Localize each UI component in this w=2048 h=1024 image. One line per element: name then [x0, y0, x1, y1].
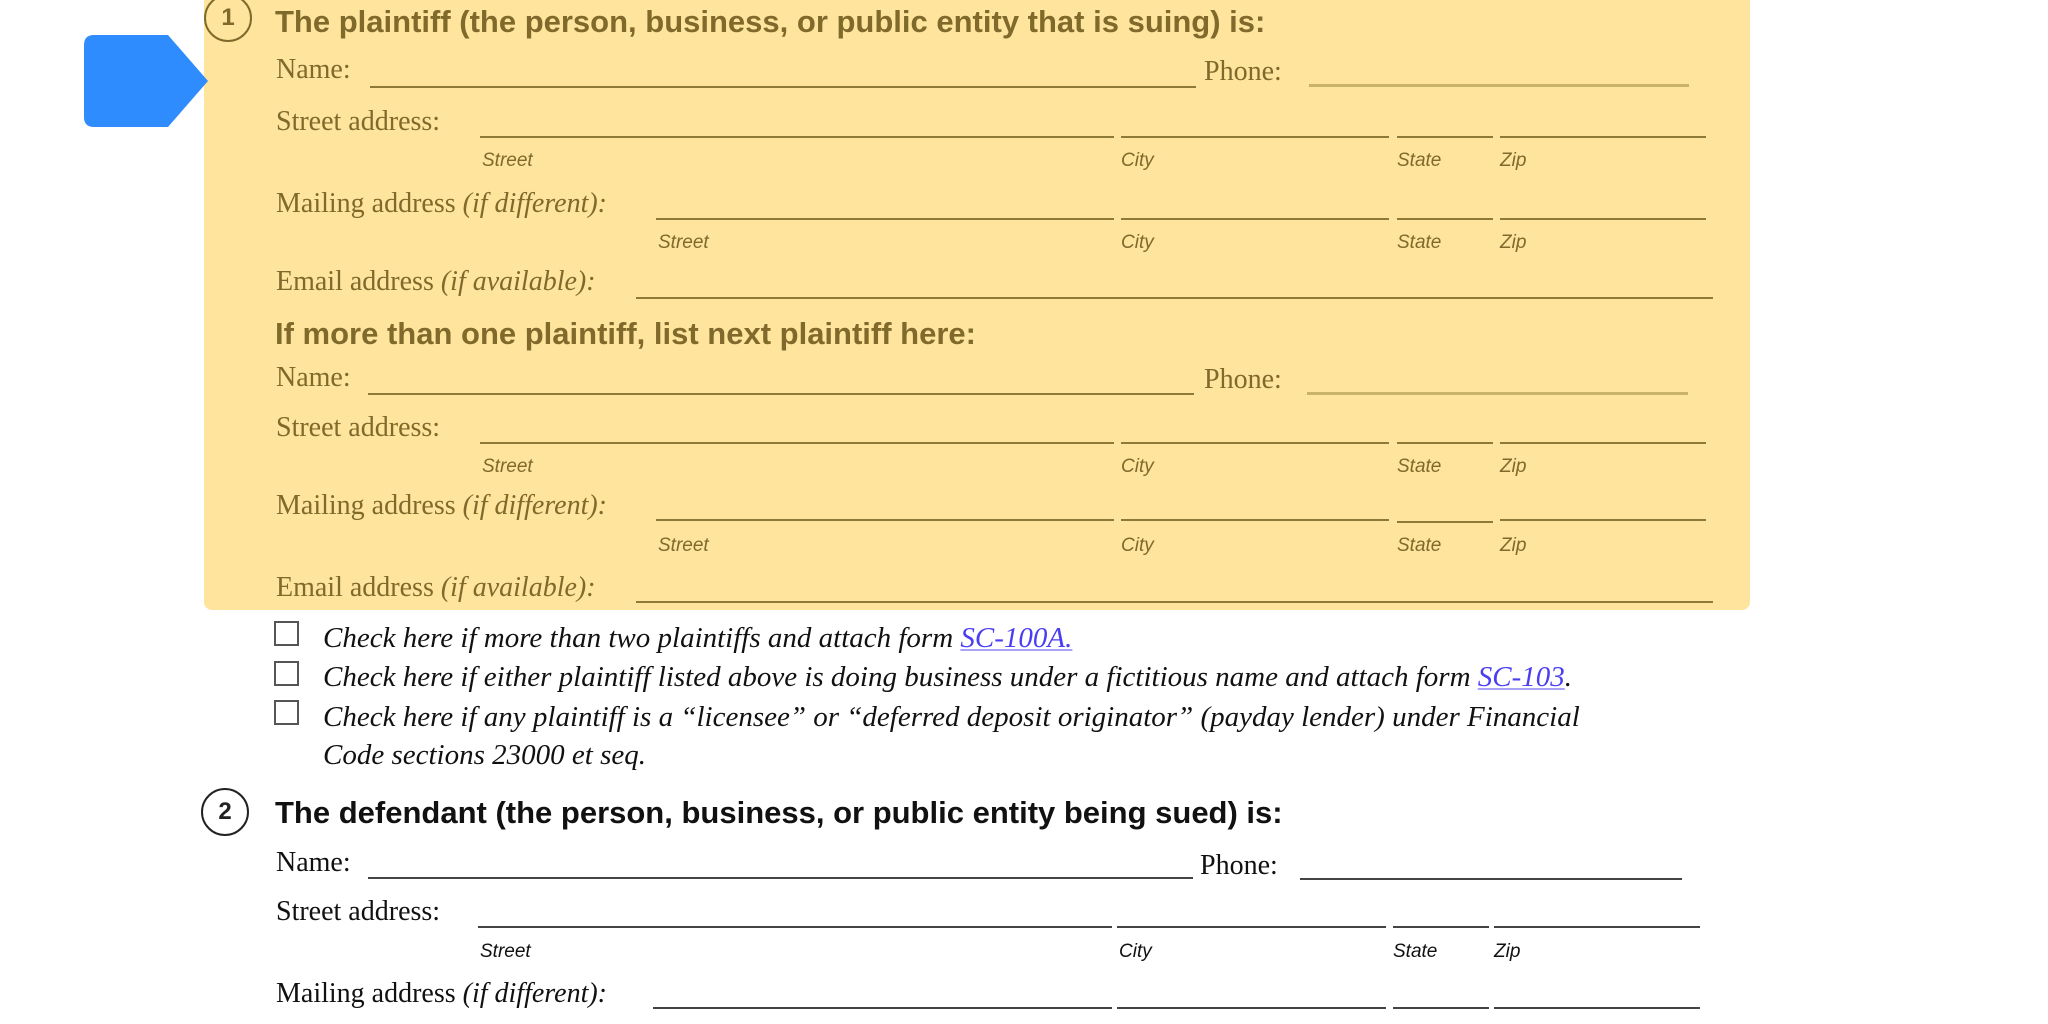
mailing-qualifier: (if different):	[462, 188, 608, 219]
city-caption: City	[1121, 535, 1154, 556]
checkbox-label: Check here if either plaintiff listed above is doing business under a fictitious name and attach form	[323, 661, 1478, 693]
phone-label: Phone:	[1204, 364, 1282, 395]
plaintiff1-email-field[interactable]	[636, 297, 1713, 299]
section-number-2: 2	[201, 788, 249, 836]
street-address-label: Street address:	[276, 412, 441, 443]
defendant-mailing-state-field[interactable]	[1393, 1007, 1489, 1009]
checkbox-label-suffix: .	[1564, 661, 1573, 693]
zip-caption: Zip	[1500, 535, 1527, 556]
plaintiff2-state-field[interactable]	[1397, 442, 1493, 444]
email-address-label	[276, 268, 596, 296]
plaintiff1-phone-field[interactable]	[1309, 84, 1689, 87]
more-plaintiffs-text	[323, 624, 1072, 653]
defendant-mailing-city-field[interactable]	[1117, 1007, 1386, 1009]
street-caption: Street	[482, 150, 533, 171]
defendant-phone-field[interactable]	[1300, 878, 1682, 880]
plaintiff2-phone-field[interactable]	[1307, 392, 1688, 395]
defendant-zip-field[interactable]	[1494, 926, 1700, 928]
section-number-1: 1	[204, 0, 252, 42]
street-address-label: Street address:	[276, 106, 441, 137]
zip-caption: Zip	[1500, 150, 1527, 171]
email-address-label	[276, 574, 596, 602]
fictitious-name-text	[323, 663, 1572, 692]
mailing-address-label	[276, 190, 607, 218]
street-caption: Street	[482, 456, 533, 477]
plaintiff1-mailing-state-field[interactable]	[1397, 218, 1493, 220]
sc-103-link[interactable]: SC-103	[1477, 661, 1565, 693]
plaintiff2-email-field[interactable]	[636, 601, 1713, 603]
name-label: Name:	[276, 847, 351, 878]
street-caption: Street	[658, 232, 709, 253]
plaintiff1-mailing-zip-field[interactable]	[1500, 218, 1706, 220]
defendant-street-field[interactable]	[478, 926, 1112, 928]
email-qualifier: (if available):	[440, 266, 596, 297]
plaintiff1-mailing-city-field[interactable]	[1121, 218, 1389, 220]
zip-caption: Zip	[1494, 941, 1521, 962]
state-caption: State	[1397, 456, 1442, 477]
street-address-label: Street address:	[276, 896, 441, 927]
name-label: Name:	[276, 362, 351, 393]
defendant-mailing-zip-field[interactable]	[1494, 1007, 1700, 1009]
defendant-mailing-street-field[interactable]	[653, 1007, 1112, 1009]
city-caption: City	[1121, 456, 1154, 477]
payday-lender-checkbox[interactable]	[274, 700, 299, 725]
payday-lender-text: Check here if any plaintiff is a “licensee” or “deferred deposit originator” (payday lender) under Financial	[323, 701, 1580, 733]
mailing-qualifier: (if different):	[462, 978, 608, 1009]
defendant-state-field[interactable]	[1393, 926, 1489, 928]
plaintiff2-city-field[interactable]	[1121, 442, 1389, 444]
email-label-text: Email address	[276, 572, 434, 603]
state-caption: State	[1397, 232, 1442, 253]
plaintiff2-street-field[interactable]	[480, 442, 1114, 444]
mailing-qualifier: (if different):	[462, 490, 608, 521]
zip-caption: Zip	[1500, 456, 1527, 477]
name-label: Name:	[276, 54, 351, 85]
next-plaintiff-heading: If more than one plaintiff, list next plaintiff here:	[275, 316, 976, 351]
plaintiff1-street-field[interactable]	[480, 136, 1114, 138]
defendant-city-field[interactable]	[1117, 926, 1386, 928]
plaintiff1-city-field[interactable]	[1121, 136, 1389, 138]
mailing-address-label	[276, 980, 607, 1008]
plaintiff1-zip-field[interactable]	[1500, 136, 1706, 138]
plaintiff2-zip-field[interactable]	[1500, 442, 1706, 444]
plaintiff2-name-field[interactable]	[368, 393, 1194, 395]
more-plaintiffs-checkbox[interactable]	[274, 621, 299, 646]
plaintiff1-mailing-street-field[interactable]	[656, 218, 1114, 220]
fictitious-name-checkbox[interactable]	[274, 661, 299, 686]
mailing-address-label	[276, 492, 607, 520]
checkbox-label: Check here if more than two plaintiffs and attach form	[323, 622, 961, 654]
street-caption: Street	[658, 535, 709, 556]
street-caption: Street	[480, 941, 531, 962]
state-caption: State	[1397, 150, 1442, 171]
mailing-label-text: Mailing address	[276, 978, 456, 1009]
plaintiff2-mailing-zip-field[interactable]	[1500, 519, 1706, 521]
mailing-label-text: Mailing address	[276, 490, 456, 521]
sc-100a-link[interactable]: SC-100A.	[960, 622, 1073, 654]
plaintiff2-mailing-street-field[interactable]	[656, 519, 1114, 521]
city-caption: City	[1119, 941, 1152, 962]
phone-label: Phone:	[1200, 850, 1278, 881]
state-caption: State	[1397, 535, 1442, 556]
plaintiff-heading: The plaintiff (the person, business, or public entity that is suing) is:	[275, 4, 1266, 39]
defendant-name-field[interactable]	[368, 877, 1193, 879]
plaintiff2-mailing-city-field[interactable]	[1121, 519, 1389, 521]
plaintiff1-state-field[interactable]	[1397, 136, 1493, 138]
state-caption: State	[1393, 941, 1438, 962]
plaintiff2-mailing-state-field[interactable]	[1397, 521, 1493, 523]
phone-label: Phone:	[1204, 56, 1282, 87]
defendant-heading: The defendant (the person, business, or public entity being sued) is:	[275, 795, 1283, 830]
annotation-tag-icon	[84, 35, 208, 127]
payday-lender-text-continuation: Code sections 23000 et seq.	[323, 739, 646, 771]
zip-caption: Zip	[1500, 232, 1527, 253]
email-qualifier: (if available):	[440, 572, 596, 603]
city-caption: City	[1121, 150, 1154, 171]
plaintiff1-name-field[interactable]	[370, 86, 1196, 88]
email-label-text: Email address	[276, 266, 434, 297]
city-caption: City	[1121, 232, 1154, 253]
mailing-label-text: Mailing address	[276, 188, 456, 219]
